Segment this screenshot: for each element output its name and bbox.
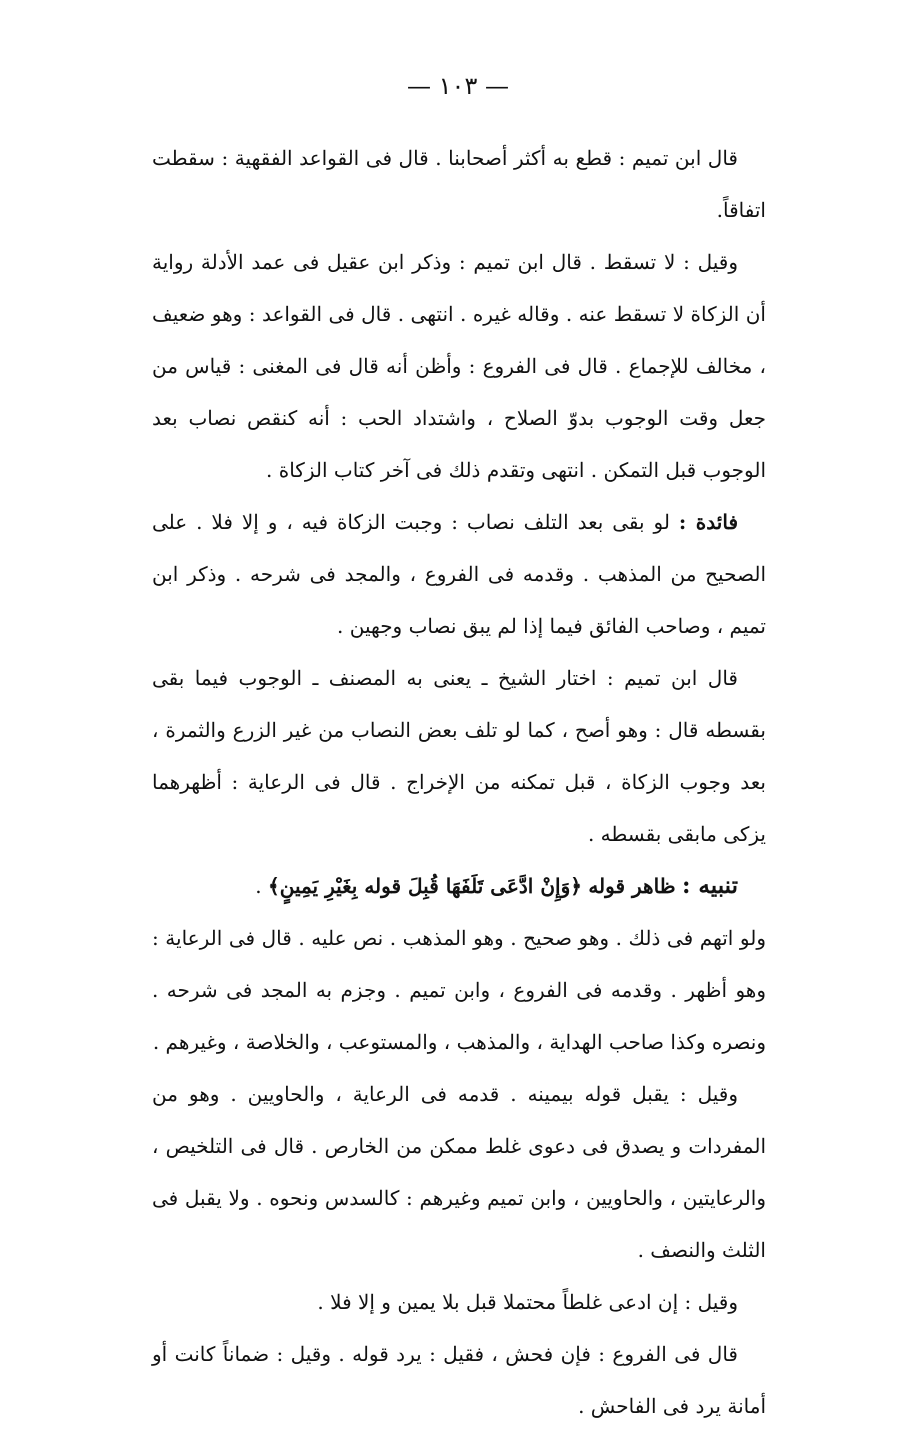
note-prefix: ظاهر قوله [588,874,676,898]
paragraph-lead: فائدة : [678,510,738,534]
paragraph-text: لو بقى بعد التلف نصاب : وجبت الزكاة فيه ، و إلا فلا . على الصحيح من المذهب . وقدمه فى الفروع ، والمجد فى شرحه . وذكر ابن تميم ، وصاحب الفائق فيما إذا لم يبق نصاب وجهين . [152,510,766,638]
paragraph: وقيل : إن ادعى غلطاً محتملا قبل بلا يمين و إلا فلا . [317,1290,738,1314]
paragraph: قال ابن تميم : اختار الشيخ ـ يعنى به المصنف ـ الوجوب فيما بقى بقسطه قال : وهو أصح ، كما لو تلف بعض النصاب من غير الزرع والثمرة ، بعد وجوب الزكاة ، قبل تمكنه من الإخراج . قال فى الرعاية : أظهرهما يزكى مابقى بقسطه . [152,666,766,846]
quote-close-bracket: ﴾ [268,874,280,898]
paragraph: قال ابن تميم : قطع به أكثر أصحابنا . قال فى القواعد الفقهية : سقطت اتفاقاً. [152,146,766,222]
paragraph [152,496,766,652]
page-body [152,132,766,1432]
paragraph: ولو اتهم فى ذلك . وهو صحيح . وهو المذهب . نص عليه . قال فى الرعاية : وهو أظهر . وقدمه فى الفروع ، وابن تميم . وجزم به المجد فى شرحه . ونصره وكذا صاحب الهداية ، والمذهب ، والمستوعب ، والخلاصة ، وغيرهم . [152,926,766,1054]
page-number: — ١٠٣ — [407,72,509,100]
note-heading: تنبيه : [681,872,738,899]
paragraph: وقيل : لا تسقط . قال ابن تميم : وذكر ابن عقيل فى عمد الأدلة رواية أن الزكاة لا تسقط عنه . وقاله غيره . انتهى . قال فى القواعد : وهو ضعيف ، مخالف للإجماع . قال فى الفروع : وأظن أنه قال فى المغنى : قياس من جعل وقت الوجوب بدوّ الصلاح ، واشتداد الحب : أنه كنقص نصاب بعد الوجوب قبل التمكن . انتهى وتقدم ذلك فى آخر كتاب الزكاة . [152,250,766,482]
quoted-text: وَإِنْ ادَّعَى تَلَفَهَا قُبِلَ قوله بِغَيْرِ يَمِينٍ [279,874,571,898]
paragraph: وقيل : يقبل قوله بيمينه . قدمه فى الرعاية ، والحاويين . وهو من المفردات و يصدق فى دعوى غلط ممكن من الخارص . قال فى التلخيص ، والرعايتين ، والحاويين ، وابن تميم وغيرهم : كالسدس ونحوه . ولا يقبل فى الثلث والنصف . [152,1082,766,1262]
paragraph: قال فى الفروع : فإن فحش ، فقيل : يرد قوله . وقيل : ضماناً كانت أو أمانة يرد فى الفاحش . [152,1342,766,1418]
note-paragraph [152,860,766,912]
quote-open-bracket: ﴿ [570,874,582,898]
note-suffix: . [255,874,262,898]
